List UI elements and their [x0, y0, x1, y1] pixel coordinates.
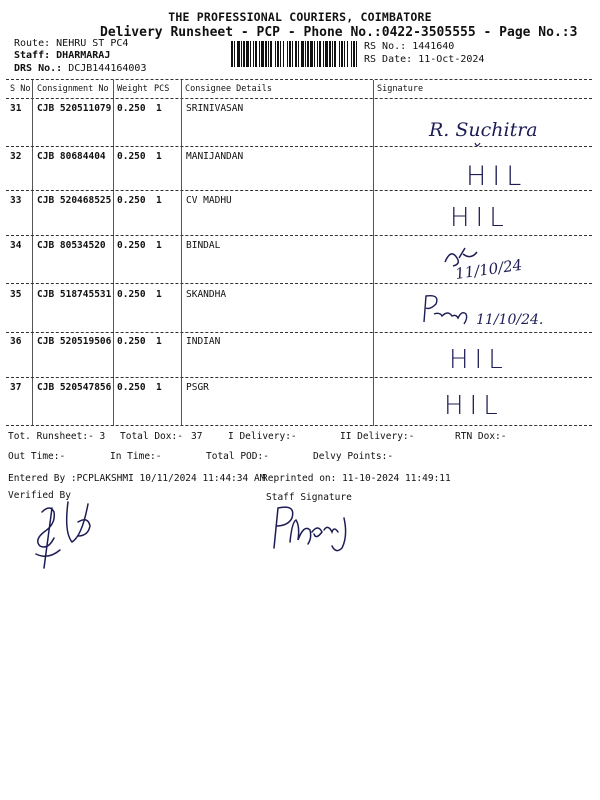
handwritten-signature: [446, 196, 526, 236]
row-consignment: CJB 80534520: [37, 240, 106, 251]
row-weight: 0.250: [117, 103, 146, 114]
row-consignment: CJB 520547856: [37, 382, 112, 393]
route-value: NEHRU ST PC4: [56, 38, 129, 49]
col-header-sno: S No: [10, 84, 31, 94]
row-consignment: CJB 520519506: [37, 336, 112, 347]
verified-by-label: Verified By: [8, 490, 71, 501]
col-divider: [32, 80, 33, 426]
row-separator: [6, 190, 592, 191]
row-sno: 33: [10, 195, 22, 206]
row-consignee: INDIAN: [186, 336, 221, 347]
signature-mark: HIL: [449, 345, 509, 375]
row-consignment: CJB 80684404: [37, 151, 106, 162]
handwritten-signature: [425, 112, 565, 150]
signature-mark: HIL: [444, 391, 504, 421]
staff-signature-label: Staff Signature: [266, 492, 352, 503]
row-sno: 37: [10, 382, 22, 393]
total-dox-value: 37: [191, 431, 203, 442]
staff-handwritten-signature: [266, 502, 366, 562]
out-time: Out Time:-: [8, 451, 66, 462]
col-divider: [113, 80, 114, 426]
row-pcs: 1: [156, 103, 162, 114]
i-delivery: I Delivery:-: [228, 431, 297, 442]
row-consignee: PSGR: [186, 382, 209, 393]
delvy-points: Delvy Points:-: [313, 451, 394, 462]
row-weight: 0.250: [117, 195, 146, 206]
row-separator: [6, 235, 592, 236]
col-divider: [181, 80, 182, 426]
drs-label: DRS No.:: [14, 63, 63, 74]
row-separator: [6, 377, 592, 378]
col-header-consignee: Consignee Details: [185, 84, 272, 94]
signature-mark: 11/10/24.: [476, 312, 544, 328]
row-pcs: 1: [156, 382, 162, 393]
row-consignee: MANIJANDAN: [186, 151, 244, 162]
col-header-consignment: Consignment No: [37, 84, 109, 94]
row-weight: 0.250: [117, 240, 146, 251]
row-sno: 31: [10, 103, 22, 114]
handwritten-signature: [440, 384, 520, 426]
ii-delivery: II Delivery:-: [340, 431, 415, 442]
in-time: In Time:-: [110, 451, 162, 462]
signature-mark: HIL: [466, 161, 528, 192]
table-top-rule: [6, 79, 592, 80]
col-divider: [373, 80, 374, 426]
row-pcs: 1: [156, 336, 162, 347]
row-sno: 34: [10, 240, 22, 251]
row-consignee: BINDAL: [186, 240, 221, 251]
rs-date-value: 11-Oct-2024: [418, 54, 485, 65]
row-sno: 36: [10, 336, 22, 347]
rs-no-value: 1441640: [412, 41, 455, 52]
route-label: Route:: [14, 38, 51, 49]
entered-by: Entered By :PCPLAKSHMI 10/11/2024 11:44:34 AM: [8, 473, 266, 484]
signature-mark: HIL: [450, 203, 510, 233]
row-consignee: SRINIVASAN: [186, 103, 244, 114]
row-pcs: 1: [156, 195, 162, 206]
table-bottom-rule: [6, 425, 592, 426]
total-dox-label: Total Dox:-: [120, 431, 183, 442]
staff-label: Staff:: [14, 50, 51, 61]
route-line: [14, 38, 128, 49]
reprinted-on: Reprinted on: 11-10-2024 11:49:11: [262, 473, 451, 484]
handwritten-signature: [420, 290, 544, 336]
row-weight: 0.250: [117, 336, 146, 347]
row-weight: 0.250: [117, 382, 146, 393]
row-consignee: SKANDHA: [186, 289, 227, 300]
signature-mark: R. Suchitra: [429, 119, 538, 141]
row-pcs: 1: [156, 289, 162, 300]
staff-line: [14, 50, 110, 61]
company-name: THE PROFESSIONAL COURIERS, COIMBATORE: [168, 10, 432, 24]
tot-runsheet: Tot. Runsheet:- 3: [8, 431, 106, 442]
row-separator: [6, 283, 592, 284]
row-pcs: 1: [156, 151, 162, 162]
drs-value: DCJB144164003: [68, 63, 147, 74]
row-sno: 35: [10, 289, 22, 300]
total-pod: Total POD:-: [206, 451, 269, 462]
col-header-pcs: PCS: [154, 84, 170, 94]
rs-no-line: [364, 41, 454, 52]
row-weight: 0.250: [117, 151, 146, 162]
staff-value: DHARMARAJ: [56, 50, 111, 61]
row-sno: 32: [10, 151, 22, 162]
handwritten-signature: [445, 336, 525, 378]
row-pcs: 1: [156, 240, 162, 251]
signature-mark: 11/10/24: [454, 255, 524, 283]
rs-date-label: RS Date:: [364, 54, 413, 65]
drs-line: [14, 63, 146, 74]
row-separator: [6, 146, 592, 147]
rs-date-line: [364, 54, 484, 65]
row-separator: [6, 332, 592, 333]
row-consignment: CJB 520468525: [37, 195, 112, 206]
col-header-signature: Signature: [377, 84, 424, 94]
row-consignment: CJB 518745531: [37, 289, 112, 300]
handwritten-signature: [437, 240, 537, 286]
header-bottom-rule: [6, 98, 592, 99]
row-consignment: CJB 520511079: [37, 103, 112, 114]
row-consignee: CV MADHU: [186, 195, 232, 206]
rtn-dox: RTN Dox:-: [455, 431, 507, 442]
verified-signature: [22, 498, 112, 584]
document-title: Delivery Runsheet - PCP - Phone No.:0422-3505555 - Page No.:3: [100, 25, 578, 40]
barcode: [231, 41, 357, 67]
col-header-weight: Weight: [117, 84, 148, 94]
row-weight: 0.250: [117, 289, 146, 300]
rs-no-label: RS No.:: [364, 41, 407, 52]
